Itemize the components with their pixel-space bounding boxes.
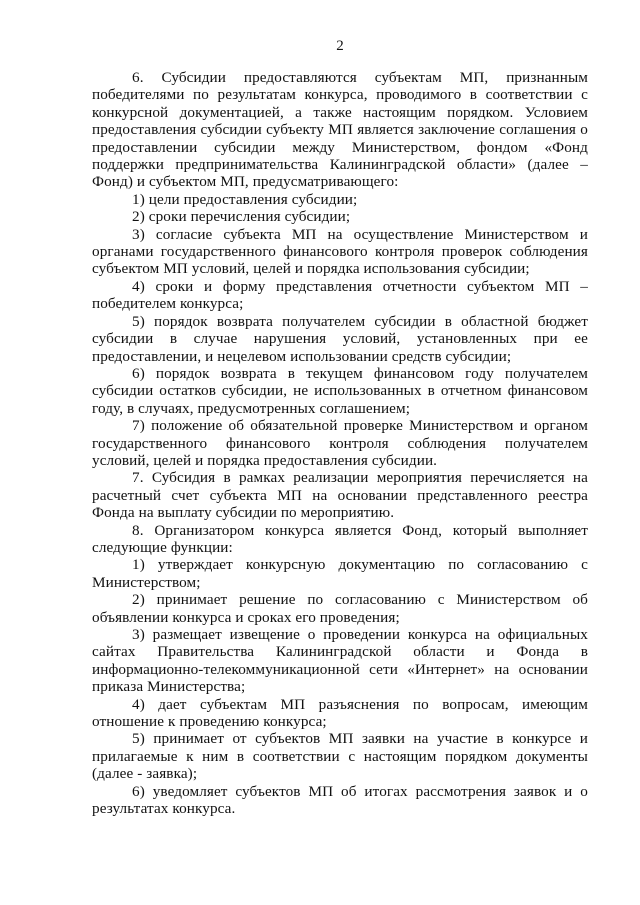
paragraph: 4) сроки и форму представления отчетности субъектом МП – победителем конкурса; (92, 277, 588, 313)
paragraph: 3) размещает извещение о проведении конкурса на официальных сайтах Правительства Калининградской области и Фонда в информационно-телекоммуникационной сети «Интернет» на основании приказа Министерства; (92, 626, 588, 696)
page-number: 2 (336, 38, 344, 54)
paragraph: 3) согласие субъекта МП на осуществление Министерством и органами государственного финансового контроля проверок соблюдения субъектом МП условий, целей и порядка использования субсидии; (92, 225, 588, 278)
paragraph: 2) сроки перечисления субсидии; (132, 208, 351, 226)
paragraph: 5) принимает от субъектов МП заявки на участие в конкурсе и прилагаемые к ним в соответствии с настоящим порядком документы (далее - заявка); (92, 730, 588, 783)
paragraph: 1) утверждает конкурсную документацию по согласованию с Министерством; (92, 556, 588, 591)
paragraph: 2) принимает решение по согласованию с Министерством об объявлении конкурса и сроках его проведения; (92, 591, 588, 626)
paragraph: 5) порядок возврата получателем субсидии в областной бюджет субсидии в случае нарушения условий, установленных при ее предоставлении, и нецелевом использовании средств субсидии; (92, 312, 588, 365)
paragraph: 1) цели предоставления субсидии; (132, 190, 358, 208)
paragraph: 6) уведомляет субъектов МП об итогах рассмотрения заявок и о результатах конкурса. (92, 782, 588, 818)
paragraph: 6. Субсидии предоставляются субъектам МП, признанным победителями по результатам конкурса, проводимого в соответствии с конкурсной документацией, а также настоящим порядком. Условием предоставления субсидии субъекту МП является заключение соглашения о предоставлении субсидии между Министерством, фондом «Фонд поддержки предпринимательства Калининградской области» (далее – Фонд) и субъектом МП, предусматривающего: (92, 69, 588, 191)
paragraph: 6) порядок возврата в текущем финансовом году получателем субсидии остатков субсидии, не использованных в отчетном финансовом году, в случаях, предусмотренных соглашением; (92, 364, 588, 417)
paragraph: 7) положение об обязательной проверке Министерством и органом государственного финансового контроля соблюдения получателем условий, целей и порядка предоставления субсидии. (92, 417, 588, 469)
paragraph: 4) дает субъектам МП разъяснения по вопросам, имеющим отношение к проведению конкурса; (92, 695, 588, 731)
paragraph: 8. Организатором конкурса является Фонд, который выполняет следующие функции: (92, 521, 588, 556)
paragraph: 7. Субсидия в рамках реализации мероприятия перечисляется на расчетный счет субъекта МП на основании представленного реестра Фонда на выплату субсидии по мероприятию. (92, 469, 588, 522)
